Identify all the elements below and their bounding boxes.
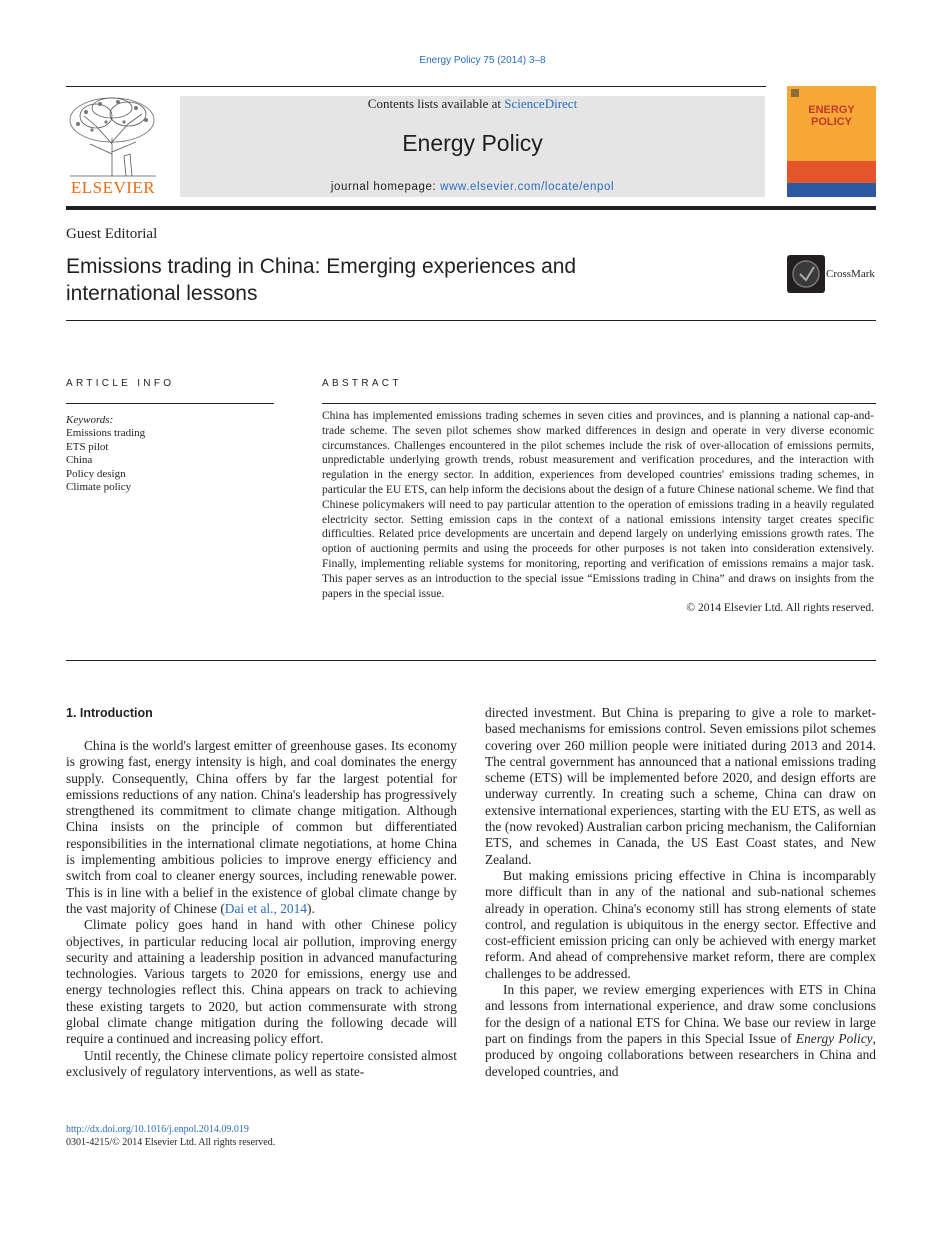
keyword: Emissions trading [66,427,146,440]
cover-title-line2: POLICY [811,116,852,128]
abstract-rule [322,403,876,404]
abstract-heading: ABSTRACT [322,378,402,389]
keywords-block [66,414,145,494]
publisher-logo[interactable] [66,94,160,198]
paragraph-text: , produced by ongoing collaborations between researchers in China and developed countries, and [485,1030,876,1079]
sciencedirect-link[interactable]: ScienceDirect [504,96,578,111]
contents-prefix: Contents lists available at [367,96,502,111]
journal-cover-thumbnail[interactable] [787,86,876,197]
journal-homepage [180,181,765,193]
cover-title [787,104,876,128]
journal-title: Energy Policy [402,130,543,156]
abstract-body [322,409,874,616]
abstract-text: China has implemented emissions trading schemes in seven cities and provinces, and is planning a national cap-and-trade scheme. The seven pilot schemes show marked differences in design and operate in very diverse economic circumstances. Challenges encountered in the pilot schemes include the risk of over-allocation of emissions permits, unpredictable underlying growth trends, robust measurement and verification procedures, and the interaction with regulation in the energy sector. In addition, experiences from developed countries' emissions trading schemes, in particular the EU ETS, can help inform the decisions about the design of a future Chinese national scheme. We find that Chinese policymakers will need to pay particular attention to the operation of emissions trading in a heavily regulated electricity sector. Setting emission caps in the context of a national emissions intensity target creates specific difficulties. Related price developments are uncertain and depend largely on underlying emissions growth rates. The option of auctioning permits and using the proceeds for other purposes is not taken into consideration extensively. Finally, implementing reliable systems for monitoring, reporting and verification of emissions remains a major task. This paper serves as an introduction to the special issue “Emissions trading in China” and draws on insights from the papers in the special issue. [322,410,874,600]
body-paragraph [485,982,876,1080]
body-paragraph: Until recently, the Chinese climate policy repertoire consisted almost exclusively of regulatory interventions, as well as state- [66,1047,457,1079]
journal-name-italic: Energy Policy [795,1030,873,1046]
paragraph-text: ). [306,900,315,916]
section-title: 1. Introduction [66,706,153,720]
homepage-link[interactable]: www.elsevier.com/locate/enpol [440,181,615,193]
keyword: Climate policy [66,481,132,494]
citation-link[interactable]: Dai et al., 2014 [224,900,307,916]
abstract-copyright: © 2014 Elsevier Ltd. All rights reserved. [686,602,874,615]
cover-blue-band [787,183,876,197]
crossmark-label: CrossMark [826,268,875,280]
contents-availability [180,96,765,112]
publisher-name: ELSEVIER [70,178,156,197]
article-title-line1: Emissions trading in China: Emerging experiences and [66,255,577,278]
abstract-bottom-rule [66,660,876,661]
body-paragraph [66,738,457,917]
body-paragraph: directed investment. But China is preparing to give a role to market-based mechanisms for emissions control. Seven emissions pilot schemes covering over 260 million people were initiated during 2013 and 2014. The central government has announced that a national emissions trading scheme (ETS) will be implemented before 2020, and design efforts are underway currently. In creating such a scheme, China can draw on extensive international experiences, starting with the EU ETS, as well as the (now revoked) Australian carbon pricing mechanism, the Californian ETS, and schemes in Canada, the US East Coast states, and New Zealand. [485,705,876,867]
tree-logo-icon [66,94,160,178]
title-bottom-rule [66,320,876,321]
journal-reference[interactable]: Energy Policy 75 (2014) 3–8 [419,55,546,66]
keywords-label: Keywords: [66,414,114,426]
cover-red-band [787,161,876,183]
article-info-heading: ARTICLE INFO [66,378,175,389]
crossmark-icon [787,255,825,293]
article-title [66,253,686,307]
paragraph-text: China is the world's largest emitter of greenhouse gases. Its economy is growing fast, energy intensity is high, and coal dominates the energy supply. Consequently, China offers by far the largest potential for emissions reductions of any nation. China's leadership has progressively strengthened its commitment to climate change mitigation. Although China insists on the principle of common but differentiated responsibilities in the international climate negotiations, at home China is implementing ambitious policies to improve energy efficiency and switch from coal to cleaner energy sources, including renewable power. This is in line with a belief in the existence of global climate change by the vast majority of Chinese ( [66,738,457,916]
article-title-line2: international lessons [66,282,258,305]
article-type: Guest Editorial [66,226,158,242]
crossmark-badge[interactable] [787,255,877,293]
header-thick-rule [66,206,876,210]
keyword: Policy design [66,467,126,480]
page-footer [66,1124,275,1149]
cover-title-line1: ENERGY [808,104,855,116]
body-paragraph: But making emissions pricing effective in China is incomparably more difficult than in any of the national and sub-national schemes already in operation. China's economy still has strong elements of state control, and regulation is ubiquitous in the energy sector. Effective and cost-efficient emission pricing can only be achieved with energy market reform. And ahead of comprehensive market reform, there are complex challenges to be addressed. [485,867,876,981]
journal-masthead [180,96,765,197]
keyword: China [66,454,93,467]
doi-link[interactable]: http://dx.doi.org/10.1016/j.enpol.2014.09.019 [66,1124,249,1135]
body-right-column [485,705,876,1080]
paragraph-text: In this paper, we review emerging experiences with ETS in China and lessons from international experience, and draw some conclusions for the design of a national ETS for China. We base our review in large part on findings from the papers in this Special Issue of [485,982,876,1046]
body-left-column [66,705,457,1080]
homepage-prefix: journal homepage: [330,181,437,193]
cover-publisher-icon [791,89,799,97]
keyword: ETS pilot [66,440,109,453]
header-top-rule [66,86,766,87]
article-info-rule [66,403,274,404]
issn-line: 0301-4215/© 2014 Elsevier Ltd. All rights reserved. [66,1136,276,1148]
body-paragraph: Climate policy goes hand in hand with other Chinese policy objectives, in particular reducing local air pollution, improving energy security and attaining a leadership position in advanced manufacturing technologies. Various targets to 2020 for emissions, energy use and energy technologies reflect this. China appears on track to achieving these existing targets to 2020, but action commensurate with strong global climate change mitigation during the following decade will require a continued and increasing policy effort. [66,917,457,1047]
